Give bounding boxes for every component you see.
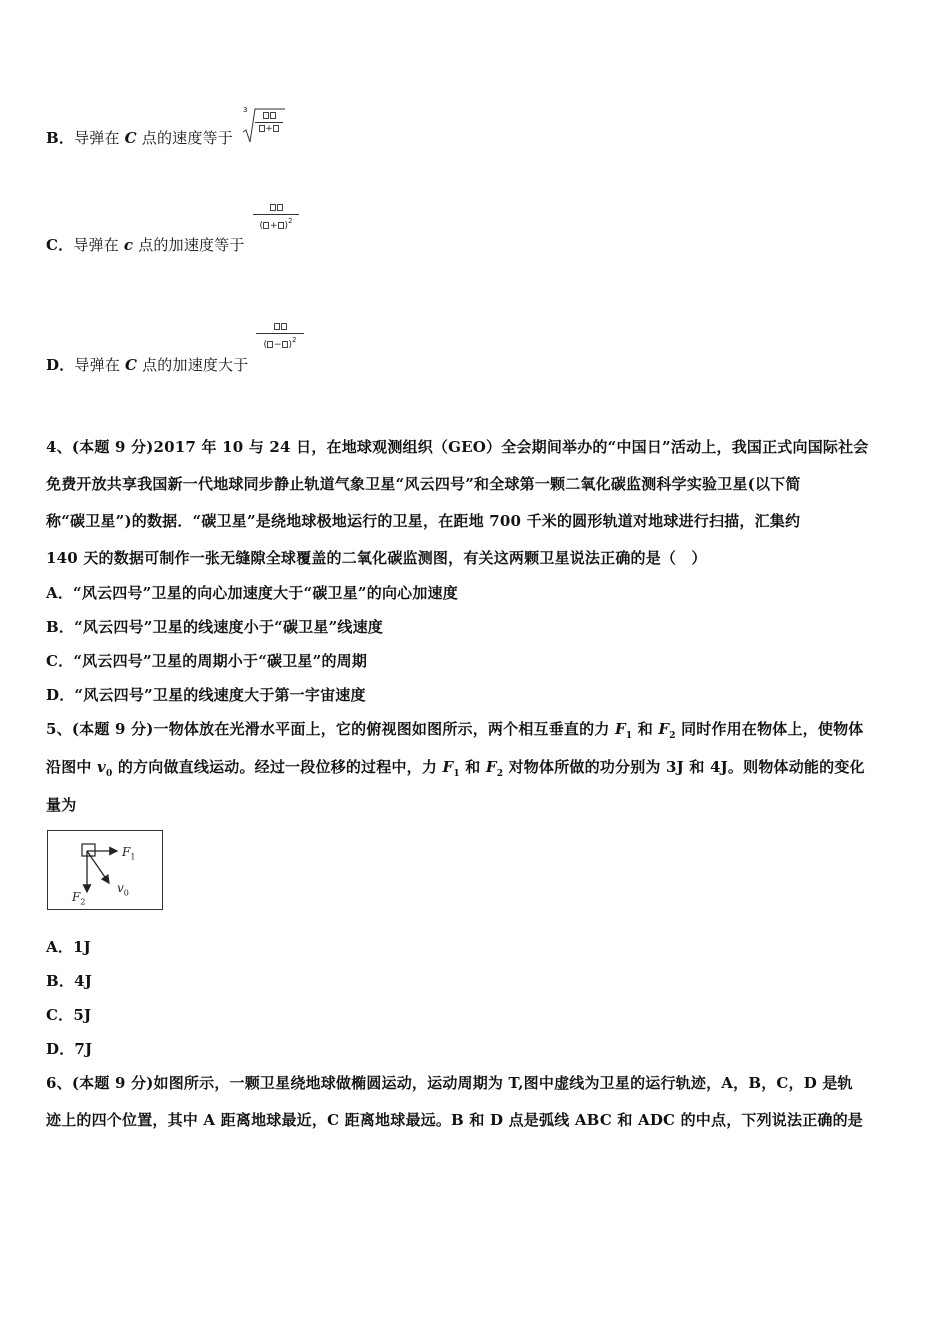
option-text-pre: 导弹在 <box>74 129 125 147</box>
point-label: C <box>124 129 137 147</box>
option-text: “风云四号”卫星的向心加速度大于“碳卫星”的向心加速度 <box>73 584 458 602</box>
cube-root-formula <box>241 106 287 146</box>
option-letter: B． <box>46 129 75 147</box>
option-text-post: 点的速度等于 <box>136 129 233 147</box>
q4-line-4: 140 天的数据可制作一张无缝隙全球覆盖的二氧化碳监测图，有关这两颗卫星说法正确的是（ ） <box>46 549 707 567</box>
point-label: C <box>125 356 138 374</box>
option-text-post: 点的加速度等于 <box>133 236 245 254</box>
text: 5、(本题 9 分)一物体放在光滑水平面上，它的俯视图如图所示，两个相互垂直的力 <box>46 720 615 738</box>
q5-option-c <box>46 1005 91 1025</box>
text: 和 <box>632 720 659 738</box>
option-letter: D． <box>46 356 75 374</box>
option-letter: C． <box>46 236 74 254</box>
option-letter: B． <box>46 972 75 990</box>
v0-label: $v_0$ <box>117 881 129 898</box>
subscript: 0 <box>105 769 113 779</box>
option-text: “风云四号”卫星的线速度大于第一宇宙速度 <box>74 686 366 704</box>
v0-arrow <box>87 851 109 883</box>
force-diagram-svg <box>47 830 163 910</box>
text: 沿图中 <box>46 758 98 776</box>
subscript: 1 <box>453 769 460 779</box>
q4-option-b <box>46 617 383 637</box>
subscript: 2 <box>496 769 504 779</box>
q5-option-a <box>46 937 91 957</box>
option-text: 5J <box>73 1006 92 1024</box>
option-letter: A． <box>46 584 74 602</box>
q5-line-1 <box>46 719 863 746</box>
f2-label: $F_2$ <box>72 890 86 907</box>
option-c-q3 <box>46 235 245 255</box>
force-symbol: F <box>614 720 626 738</box>
velocity-symbol: v <box>97 758 106 776</box>
option-text-pre: 导弹在 <box>74 356 125 374</box>
text: 对物体所做的功分别为 3J 和 4J。则物体动能的变化 <box>503 758 865 776</box>
option-text: “风云四号”卫星的周期小于“碳卫星”的周期 <box>73 652 368 670</box>
option-d-q3 <box>46 355 249 375</box>
option-letter: C． <box>46 1006 74 1024</box>
option-letter: C． <box>46 652 74 670</box>
option-text-pre: 导弹在 <box>73 236 124 254</box>
text: 的方向做直线运动。经过一段位移的过程中，力 <box>112 758 443 776</box>
option-text-post: 点的加速度大于 <box>137 356 249 374</box>
q6-line-1: 6、(本题 9 分)如图所示，一颗卫星绕地球做椭圆运动，运动周期为 T,图中虚线为卫星的运行轨迹，A，B，C，D 是轨 <box>46 1074 853 1092</box>
root-index: 3 <box>243 106 248 114</box>
q6-line-2: 迹上的四个位置，其中 A 距离地球最近，C 距离地球最远。B 和 D 点是弧线 ABC 和 ADC 的中点，下列说法正确的是 <box>46 1111 864 1129</box>
fraction-formula: ( − )$^2$ <box>256 322 304 350</box>
force-symbol: F <box>485 758 497 776</box>
option-text: 7J <box>74 1040 93 1058</box>
option-text: 1J <box>73 938 91 956</box>
q5-line-3: 量为 <box>46 796 77 814</box>
option-letter: D． <box>46 1040 75 1058</box>
force-diagram <box>47 830 163 910</box>
option-b-q3 <box>46 128 233 148</box>
q5-option-d <box>46 1039 92 1059</box>
q5-line-2 <box>46 757 865 784</box>
text: 和 <box>459 758 486 776</box>
option-letter: A． <box>46 938 74 956</box>
subscript: 1 <box>625 731 633 741</box>
q5-option-b <box>46 971 92 991</box>
force-symbol: F <box>442 758 454 776</box>
q4-line-2: 免费开放共享我国新一代地球同步静止轨道气象卫星“风云四号”和全球第一颗二氧化碳监测科学实验卫星(以下简 <box>46 475 801 493</box>
f1-label: $F_1$ <box>122 845 136 862</box>
q4-line-1: 4、(本题 9 分)2017 年 10 与 24 日，在地球观测组织（GEO）全会期间举办的“中国日”活动上，我国正式向国际社会 <box>46 438 869 456</box>
option-letter: B． <box>46 618 75 636</box>
subscript: 2 <box>669 731 676 741</box>
q4-line-3: 称“碳卫星”)的数据．“碳卫星”是绕地球极地运行的卫星，在距地 700 千米的圆形轨道对地球进行扫描，汇集约 <box>46 512 801 530</box>
point-label: c <box>123 236 134 254</box>
q4-option-c <box>46 651 367 671</box>
option-letter: D． <box>46 686 75 704</box>
force-symbol: F <box>658 720 670 738</box>
fraction-formula: ( + )$^2$ <box>253 203 299 231</box>
q4-option-a <box>46 583 458 603</box>
q4-option-d <box>46 685 366 705</box>
option-text: “风云四号”卫星的线速度小于“碳卫星”线速度 <box>74 618 384 636</box>
option-text: 4J <box>74 972 93 990</box>
text: 同时作用在物体上，使物体 <box>675 720 864 738</box>
fraction: + <box>255 111 283 134</box>
